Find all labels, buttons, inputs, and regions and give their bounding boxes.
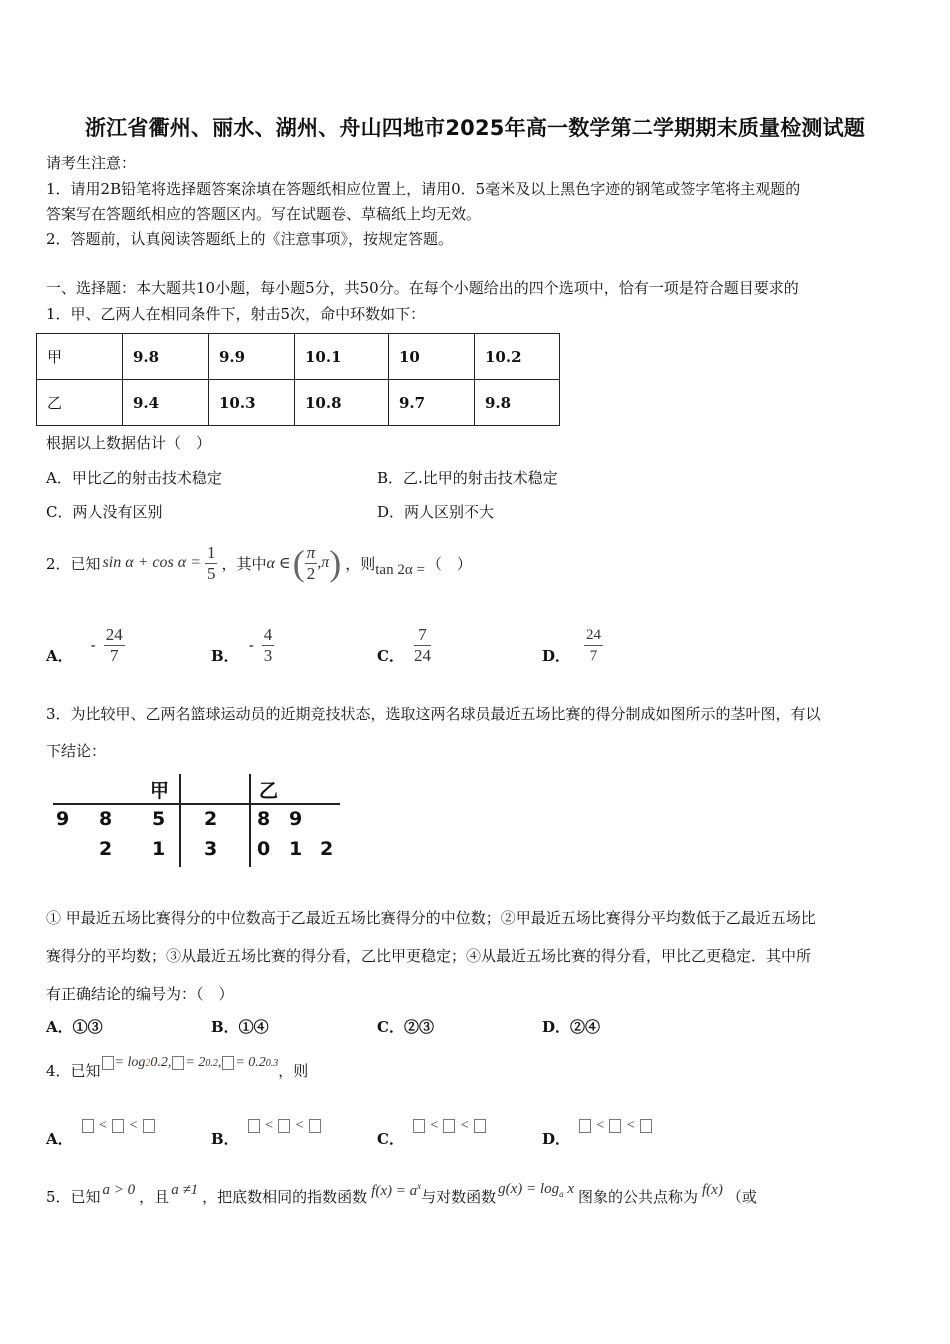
table-cell: 10.2	[475, 334, 560, 380]
q4-stem	[46, 1052, 308, 1088]
q5-fx: f(x)	[702, 1181, 723, 1198]
option-label: C．	[377, 1130, 404, 1148]
missing-glyph-icon	[82, 1119, 94, 1133]
q3-option-b: B．①④	[211, 1018, 269, 1036]
missing-glyph-icon	[443, 1119, 455, 1133]
less-than: <	[264, 1118, 274, 1133]
option-fraction	[262, 625, 275, 666]
section-heading: 一、选择题：本大题共10小题，每小题5分，共50分。在每个小题给出的四个选项中，恰有一项是符合题目要求的	[46, 279, 799, 297]
q3-conclusion-line-1: ① 甲最近五场比赛得分的中位数高于乙最近五场比赛得分的中位数；②甲最近五场比赛得分平均数低于乙最近五场比	[46, 909, 816, 927]
q2-prefix: 2．已知	[46, 554, 101, 573]
q1-option-b: B．乙.比甲的射击技术稳定	[377, 469, 558, 487]
q3-stem-line-2: 下结论：	[46, 742, 107, 760]
notice-heading: 请考生注意：	[46, 154, 137, 172]
q4-option-d	[542, 1118, 653, 1149]
missing-glyph-icon	[222, 1056, 234, 1070]
q5-text: 图象的公共点称为	[578, 1187, 699, 1206]
eq-part: = 0.2	[235, 1055, 266, 1070]
fraction-numerator: 1	[206, 542, 216, 562]
missing-glyph-icon	[413, 1119, 425, 1133]
option-label: B．	[211, 1130, 239, 1148]
q5-log-function	[498, 1181, 574, 1199]
q2-fraction	[205, 543, 218, 584]
q4-option-c	[377, 1118, 487, 1149]
stem-value: 3	[204, 838, 218, 860]
fraction-denominator: 2	[306, 563, 316, 583]
stem-leaf-lines	[50, 772, 350, 872]
q3-option-d: D．②④	[542, 1018, 601, 1036]
fraction-denominator: 24	[413, 646, 431, 665]
table-row	[37, 334, 560, 380]
q5-tail: （或	[726, 1187, 757, 1206]
leaf-right: 0	[257, 838, 271, 860]
eq-part: = log	[114, 1055, 146, 1070]
table-cell: 10.3	[209, 380, 295, 426]
eq-part: ,	[217, 1055, 222, 1070]
fraction-denominator: 3	[263, 646, 273, 665]
q5-text: 与对数函数	[421, 1187, 497, 1206]
q2-tan: tan 2α =	[375, 561, 425, 578]
q3-option-c: C．②③	[377, 1018, 434, 1036]
table-cell: 9.9	[209, 334, 295, 380]
q1-ask: 根据以上数据估计（ ）	[46, 434, 212, 452]
q2-option-c	[377, 616, 431, 666]
q4-then: ，则	[278, 1061, 309, 1080]
less-than: <	[595, 1118, 605, 1133]
stem-leaf-plot	[50, 772, 350, 872]
log-base: a	[559, 1189, 564, 1199]
q3-conclusion-line-3: 有正确结论的编号为：（ ）	[46, 985, 234, 1003]
q2-option-d	[542, 616, 603, 666]
q5-condition: a > 0	[102, 1181, 136, 1198]
leaf-right: 9	[289, 808, 303, 830]
minus-sign: -	[90, 636, 96, 654]
option-label: A．	[46, 647, 73, 665]
option-expression	[81, 1118, 156, 1134]
missing-glyph-icon	[143, 1119, 155, 1133]
option-expression	[578, 1118, 653, 1134]
missing-glyph-icon	[102, 1056, 114, 1070]
q5-prefix: 5．已知	[46, 1187, 101, 1206]
fraction-numerator: 4	[263, 625, 273, 644]
missing-glyph-icon	[248, 1119, 260, 1133]
fraction-denominator: 7	[589, 648, 598, 664]
exponent: 0.3	[265, 1057, 279, 1069]
missing-glyph-icon	[609, 1119, 621, 1133]
q1-option-a: A．甲比乙的射击技术稳定	[46, 469, 222, 487]
less-than: <	[128, 1118, 139, 1133]
leaf-left: 1	[152, 838, 166, 860]
leaf-left: 5	[152, 808, 166, 830]
function-text: f(x) = a	[371, 1182, 418, 1199]
table-cell: 10.1	[295, 334, 389, 380]
option-label: C．	[377, 647, 404, 665]
table-cell: 10	[389, 334, 475, 380]
fraction-numerator: 24	[105, 625, 123, 644]
table-cell: 乙	[37, 380, 123, 426]
fraction-numerator: 24	[584, 625, 603, 646]
eq-part: 0.2,	[150, 1055, 172, 1070]
option-fraction	[104, 625, 125, 666]
missing-glyph-icon	[278, 1119, 290, 1133]
option-fraction	[584, 625, 603, 666]
left-paren-icon: (	[292, 543, 305, 583]
q4-option-a	[46, 1118, 156, 1149]
missing-glyph-icon	[172, 1056, 184, 1070]
less-than: <	[625, 1118, 636, 1133]
table-cell: 10.8	[295, 380, 389, 426]
table-cell: 9.8	[475, 380, 560, 426]
missing-glyph-icon	[112, 1119, 124, 1133]
q2-equation: sin α + cos α =	[102, 554, 201, 571]
right-paren-icon: )	[329, 543, 342, 583]
q3-stem-line-1: 3．为比较甲、乙两名篮球运动员的近期竞技状态，选取这两名球员最近五场比赛的得分制成如图所示的茎叶图，有以	[46, 705, 821, 723]
table-cell: 9.4	[123, 380, 209, 426]
plot-right-title: 乙	[259, 780, 279, 802]
option-fraction	[414, 625, 431, 666]
q5-condition: a ≠1	[171, 1181, 199, 1198]
q4-option-b	[211, 1118, 322, 1149]
leaf-left: 9	[56, 808, 70, 830]
less-than: <	[459, 1118, 470, 1133]
option-expression	[412, 1118, 487, 1134]
missing-glyph-icon	[474, 1119, 486, 1133]
eq-part: = 2	[185, 1055, 206, 1070]
q2-stem	[46, 538, 472, 588]
table-cell: 甲	[37, 334, 123, 380]
table-cell: 9.8	[123, 334, 209, 380]
q2-pi: ,π	[317, 554, 330, 571]
q1-option-c: C．两人没有区别	[46, 503, 163, 521]
q5-exp-function	[371, 1181, 421, 1200]
notice-line-1: 1．请用2B铅笔将选择题答案涂填在答题纸相应位置上，请用0．5毫米及以上黑色字迹的钢笔或签字笔将主观题的	[46, 180, 801, 198]
function-variable: x	[567, 1181, 574, 1197]
q1-stem: 1．甲、乙两人在相同条件下，射击5次，命中环数如下：	[46, 305, 426, 323]
less-than: <	[98, 1118, 108, 1133]
log-base: 2	[145, 1057, 151, 1069]
q2-pi-over-two	[305, 543, 318, 584]
minus-sign: -	[248, 636, 254, 654]
less-than: <	[429, 1118, 439, 1133]
leaf-right: 1	[289, 838, 303, 860]
option-label: D．	[542, 1130, 571, 1148]
exponent: 0.2	[205, 1057, 218, 1069]
q4-prefix: 4．已知	[46, 1061, 101, 1080]
fraction-denominator: 5	[206, 563, 216, 583]
q2-then: ，则	[345, 554, 376, 573]
option-label: A．	[46, 1130, 73, 1148]
missing-glyph-icon	[309, 1119, 321, 1133]
q5-stem	[46, 1178, 757, 1214]
q1-score-table	[36, 333, 560, 426]
function-text: g(x) = log	[498, 1181, 560, 1197]
exponent: x	[417, 1180, 422, 1191]
notice-line-1b: 答案写在答题纸相应的答题区内。写在试题卷、草稿纸上均无效。	[46, 205, 482, 223]
leaf-left: 2	[99, 838, 113, 860]
q3-conclusion-line-2: 赛得分的平均数；③从最近五场比赛的得分看，乙比甲更稳定；④从最近五场比赛的得分看，甲比乙更稳定．其中所	[46, 947, 812, 965]
table-cell: 9.7	[389, 380, 475, 426]
q2-option-b	[211, 616, 274, 666]
missing-glyph-icon	[579, 1119, 591, 1133]
less-than: <	[294, 1118, 305, 1133]
fraction-denominator: 7	[109, 646, 119, 665]
option-label: B．	[211, 647, 239, 665]
q2-option-a	[46, 616, 125, 666]
fraction-numerator: 7	[414, 625, 431, 646]
q5-and: ，且	[139, 1187, 170, 1206]
plot-left-title: 甲	[150, 780, 170, 802]
table-row	[37, 380, 560, 426]
leaf-right: 8	[257, 808, 271, 830]
q5-text: ，把底数相同的指数函数	[202, 1187, 368, 1206]
stem-value: 2	[204, 808, 218, 830]
option-expression	[247, 1118, 322, 1134]
leaf-left: 8	[99, 808, 113, 830]
q2-range: α ∈	[266, 555, 291, 572]
missing-glyph-icon	[640, 1119, 652, 1133]
q4-equation	[101, 1055, 279, 1071]
q3-option-a: A．①③	[46, 1018, 103, 1036]
fraction-numerator: π	[306, 542, 316, 562]
q2-paren: （ ）	[426, 554, 472, 573]
option-label: D．	[542, 647, 571, 665]
leaf-right: 2	[320, 838, 334, 860]
q2-mid: ，其中	[221, 554, 267, 573]
q1-option-d: D．两人区别不大	[377, 503, 495, 521]
page-title: 浙江省衢州、丽水、湖州、舟山四地市2025年高一数学第二学期期末质量检测试题	[84, 116, 866, 140]
notice-line-2: 2．答题前，认真阅读答题纸上的《注意事项》，按规定答题。	[46, 230, 454, 248]
